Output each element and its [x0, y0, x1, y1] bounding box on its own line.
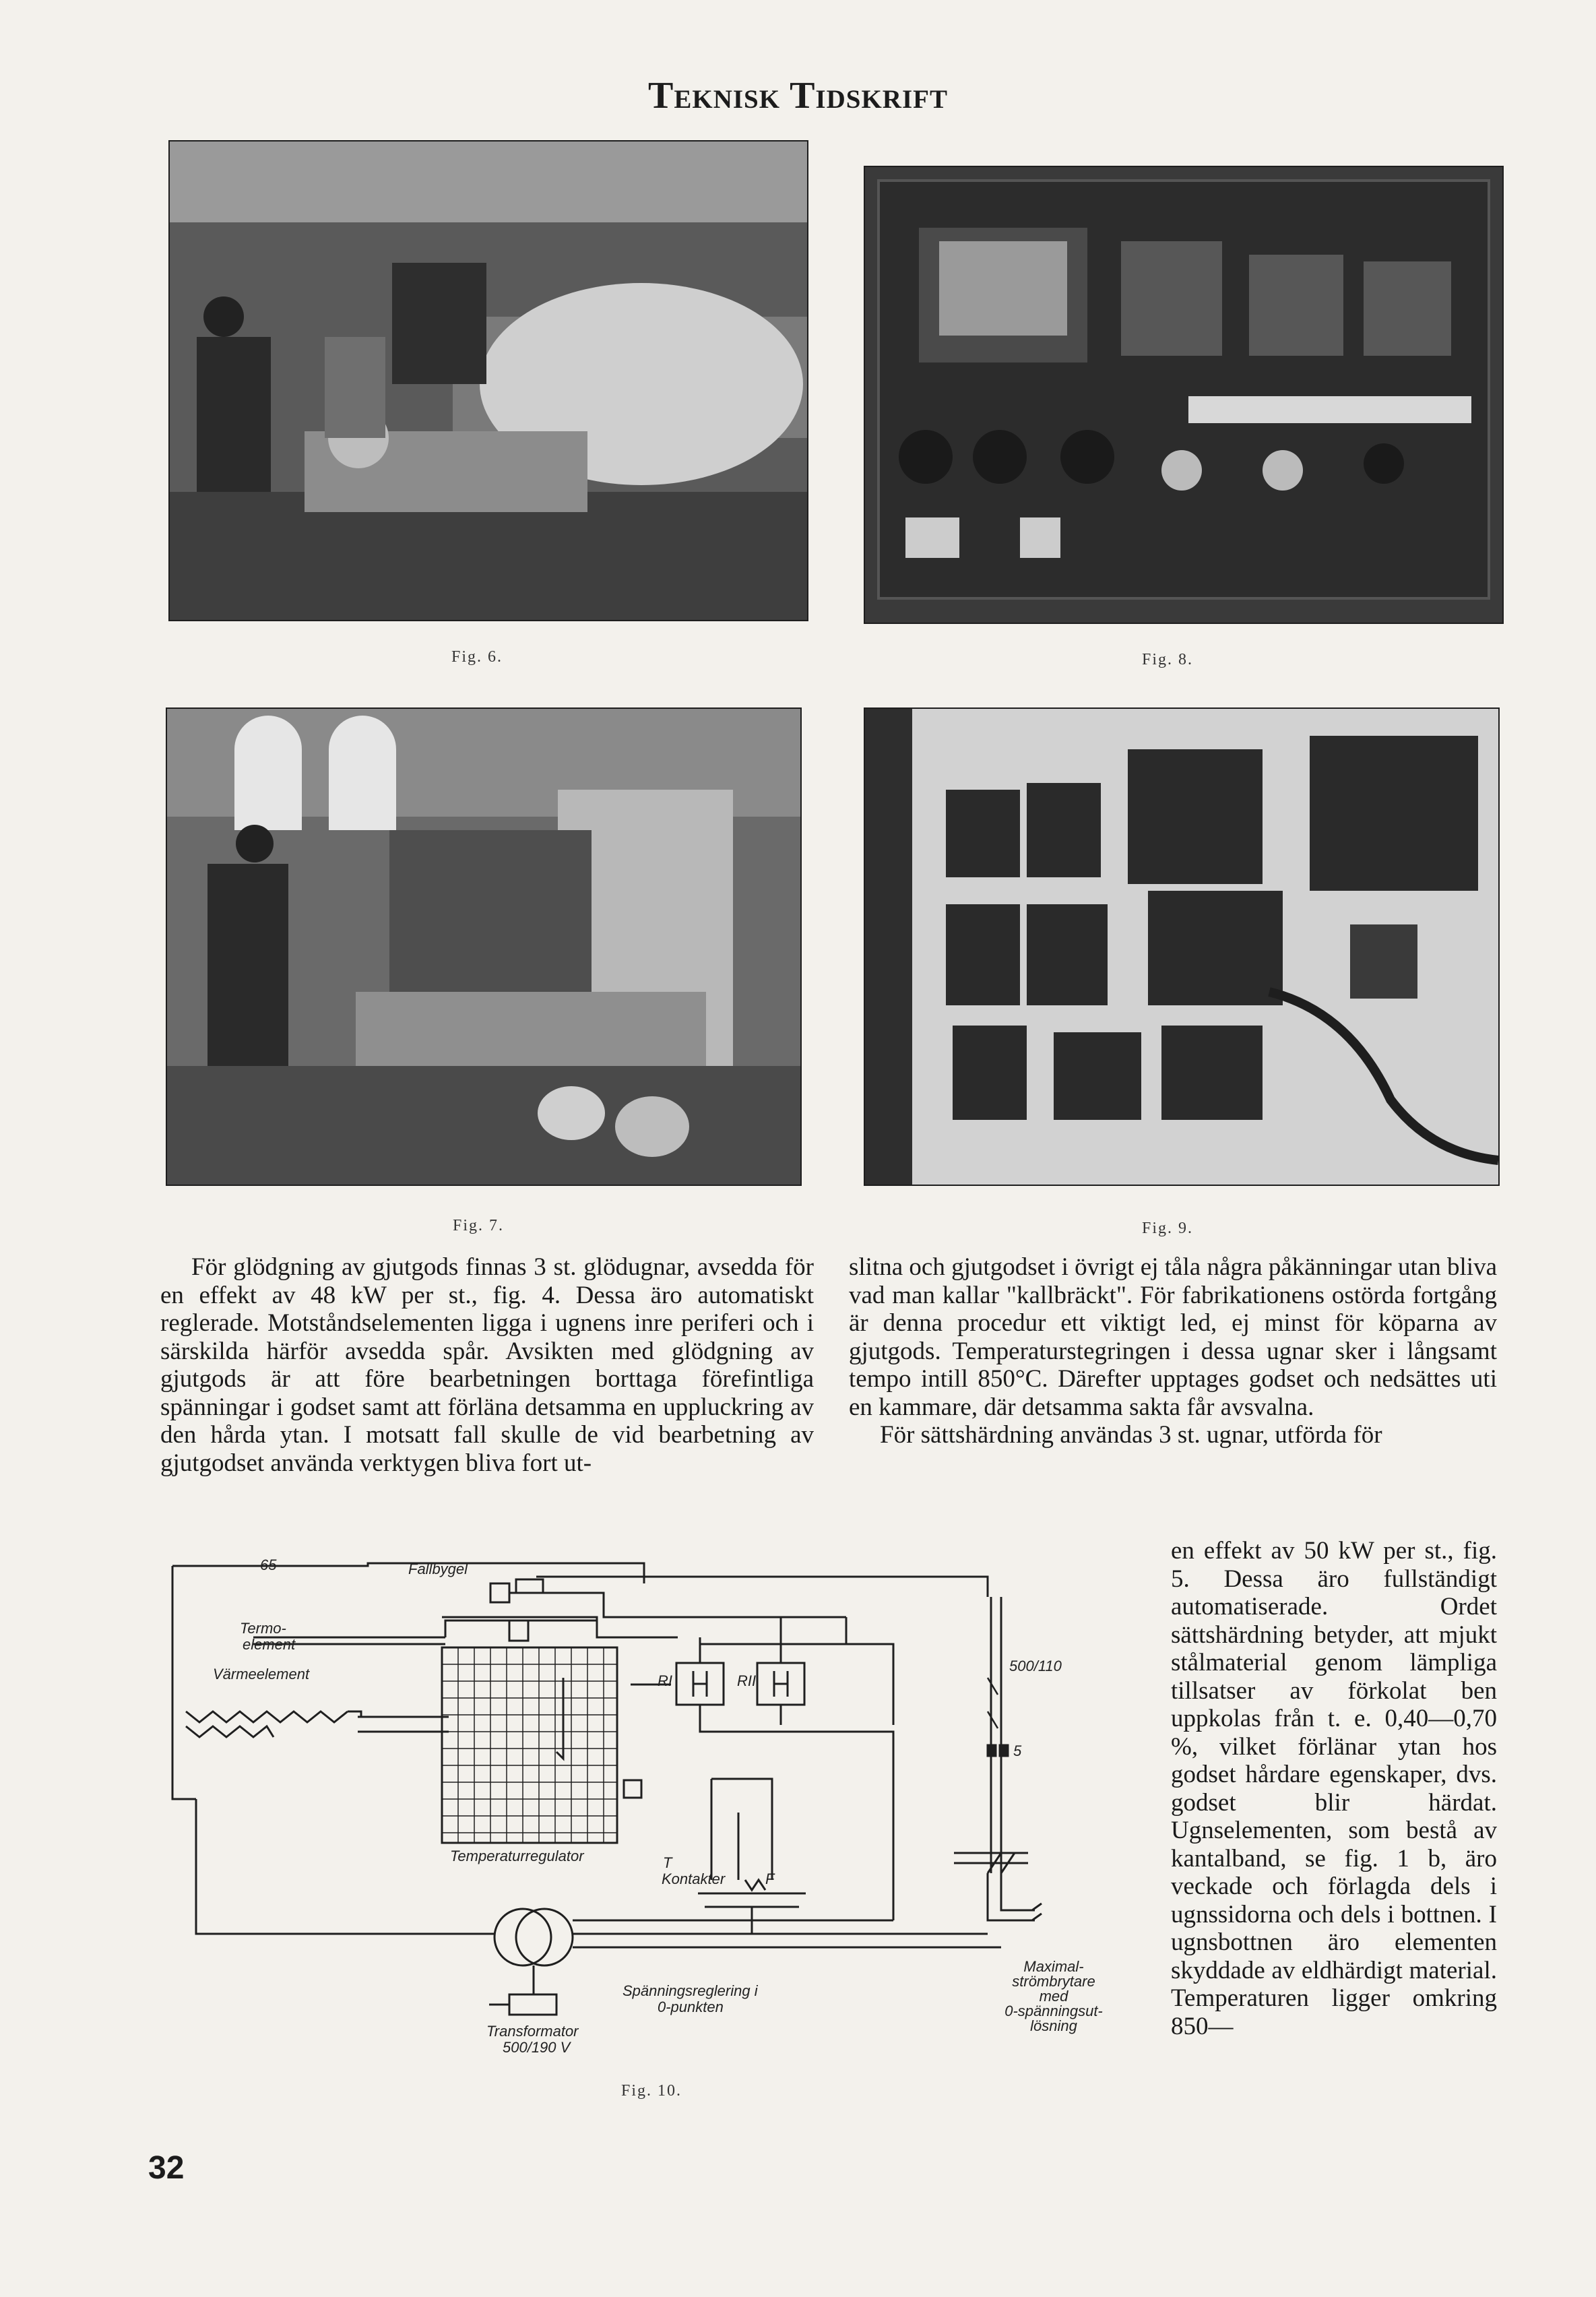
caption-fig10: Fig. 10. — [621, 2082, 682, 2100]
label-spanning-1: Spänningsreglering i — [623, 1982, 758, 1999]
label-termo-1: Termo- — [240, 1620, 286, 1637]
label-maximal-2: strömbrytare — [1012, 1973, 1095, 1990]
right-column-paragraph-2-cont: en effekt av 50 kW per st., fig. 5. Dessa äro fullständigt automatiserade. Ordet sättshärdning betyder, att mjukt stålmaterial genom lämpliga tillsatser av förkolat ben uppkolas från t. e. 0,40—0,70 %, vilket förlänar ytan hos godset hårdare egenskaper, dvs. godset blir härdat. Ugnselementen, som bestå av kantalband, se fig. 1 b, äro veckade och förlagda dels i ugnssidorna och dels i bottnen. I ugnsbottnen äro elementen skyddade av eldhärdigt material. Temperaturen ligger omkring 850— — [1171, 1537, 1497, 2040]
right-column-paragraph-2-start: För sättshärdning användas 3 st. ugnar, utförda för — [880, 1421, 1382, 1449]
right-column-top — [849, 1253, 1497, 1449]
label-maximal-3: med — [1039, 1988, 1068, 2005]
label-transformator-2: 500/190 V — [503, 2039, 571, 2056]
caption-fig8: Fig. 8. — [1142, 651, 1194, 668]
diagram-labels — [159, 1556, 1129, 2069]
label-t: T — [663, 1854, 672, 1871]
photo-fig8 — [864, 166, 1504, 624]
label-temperaturregulator: Temperaturregulator — [450, 1848, 584, 1864]
photo-fig7 — [166, 707, 802, 1186]
photo-fig9 — [864, 707, 1500, 1186]
right-column-paragraph-1: slitna och gjutgodset i övrigt ej tåla några påkänningar utan bliva vad man kallar "kallbräckt". För fabrikationens ostörda fortgång är denna procedur ett viktigt led, ej minst för köparna av gjutgods. Temperaturstegringen i dessa ugnar sker i långsamt tempo intill 850°C. Därefter upptages godset och nedsättes uti en kammare, där detsamma sakta får avsvalna. — [849, 1253, 1497, 1421]
label-fallbygel: Fallbygel — [408, 1561, 468, 1577]
label-ri: RI — [658, 1672, 672, 1689]
label-500-110: 500/110 — [1009, 1658, 1062, 1674]
label-rii: RII — [737, 1672, 757, 1689]
label-varmeelement: Värmeelement — [213, 1666, 310, 1682]
right-column-narrow — [1171, 1537, 1497, 2040]
diagram-fig10 — [159, 1556, 1129, 2069]
label-maximal-1: Maximal- — [1023, 1958, 1084, 1975]
journal-title: Teknisk Tidskrift — [648, 75, 948, 117]
label-kontakter: Kontakter — [662, 1870, 726, 1887]
caption-fig9: Fig. 9. — [1142, 1220, 1194, 1237]
label-f: F — [765, 1870, 775, 1887]
left-column — [160, 1253, 814, 1477]
caption-fig6: Fig. 6. — [451, 648, 503, 666]
page-number: 32 — [148, 2150, 185, 2186]
label-transformator-1: Transformator — [486, 2023, 579, 2040]
left-column-paragraph: För glödgning av gjutgods finnas 3 st. glödugnar, avsedda för en effekt av 48 kW per st., fig. 4. Dessa äro automatiskt reglerade. Motståndselementen ligga i ugnens inre periferi och i särskilda härför avsedda spår. Avsikten med glödgning av gjutgods är att före bearbetningen borttaga förefintliga spänningar i godset samt att förläna detsamma en uppluckring av den hårda ytan. I motsatt fall skulle de vid bearbetning av gjutgodset använda verktygen bliva fort ut- — [160, 1253, 814, 1477]
label-65: 65 — [260, 1556, 277, 1573]
photo-fig6 — [168, 140, 808, 621]
label-maximal-5: lösning — [1030, 2017, 1077, 2034]
label-maximal-4: 0-spänningsut- — [1004, 2003, 1103, 2019]
label-spanning-2: 0-punkten — [658, 1999, 724, 2015]
label-5: 5 — [1013, 1742, 1022, 1759]
caption-fig7: Fig. 7. — [453, 1217, 505, 1234]
label-termo-2: element — [243, 1636, 296, 1653]
